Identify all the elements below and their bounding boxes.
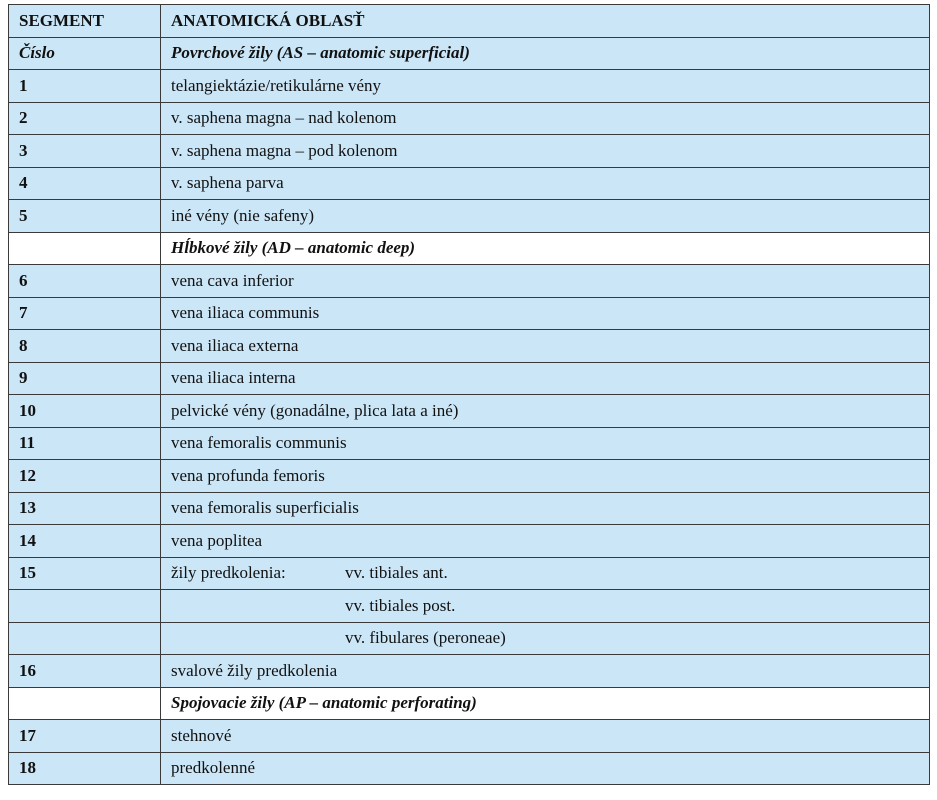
anatomic-area: predkolenné bbox=[161, 752, 930, 785]
anatomic-area: vena iliaca communis bbox=[161, 297, 930, 330]
table-row bbox=[9, 655, 930, 688]
section-title: Povrchové žily (AS – anatomic superficial) bbox=[161, 37, 930, 70]
anatomic-area: svalové žily predkolenia bbox=[161, 655, 930, 688]
table-row bbox=[9, 167, 930, 200]
anatomic-area: vena iliaca interna bbox=[161, 362, 930, 395]
segment-number: 8 bbox=[9, 330, 161, 363]
table-row bbox=[9, 395, 930, 428]
section-label bbox=[9, 232, 161, 265]
segment-number: 1 bbox=[9, 70, 161, 103]
section-label: Číslo bbox=[9, 37, 161, 70]
table-row bbox=[9, 590, 930, 623]
segment-number: 5 bbox=[9, 200, 161, 233]
anatomic-area: vena profunda femoris bbox=[161, 460, 930, 493]
anatomic-area: v. saphena magna – pod kolenom bbox=[161, 135, 930, 168]
table-row bbox=[9, 200, 930, 233]
segment-number: 12 bbox=[9, 460, 161, 493]
segment-number: 10 bbox=[9, 395, 161, 428]
table-row bbox=[9, 265, 930, 298]
anatomic-area bbox=[161, 557, 930, 590]
table-row bbox=[9, 362, 930, 395]
section-title: Spojovacie žily (AP – anatomic perforating) bbox=[161, 687, 930, 720]
section-row-superficial bbox=[9, 37, 930, 70]
segment-number: 7 bbox=[9, 297, 161, 330]
table-row bbox=[9, 297, 930, 330]
segment-number: 17 bbox=[9, 720, 161, 753]
segment-number: 13 bbox=[9, 492, 161, 525]
anatomic-area: v. saphena magna – nad kolenom bbox=[161, 102, 930, 135]
segment-number: 16 bbox=[9, 655, 161, 688]
table-row bbox=[9, 70, 930, 103]
table-header-row bbox=[9, 5, 930, 38]
segment-number: 18 bbox=[9, 752, 161, 785]
table-row bbox=[9, 460, 930, 493]
header-segment: SEGMENT bbox=[9, 5, 161, 38]
area-subitem: vv. tibiales ant. bbox=[345, 563, 448, 583]
table-row bbox=[9, 135, 930, 168]
segment-number: 14 bbox=[9, 525, 161, 558]
anatomic-area: iné vény (nie safeny) bbox=[161, 200, 930, 233]
area-subitem: vv. tibiales post. bbox=[345, 595, 456, 615]
table-row bbox=[9, 752, 930, 785]
section-title: Hĺbkové žily (AD – anatomic deep) bbox=[161, 232, 930, 265]
segment-number: 4 bbox=[9, 167, 161, 200]
section-row-deep bbox=[9, 232, 930, 265]
anatomic-area: vena femoralis communis bbox=[161, 427, 930, 460]
anatomic-area bbox=[161, 590, 930, 623]
segment-number: 9 bbox=[9, 362, 161, 395]
segment-number: 2 bbox=[9, 102, 161, 135]
table-row bbox=[9, 102, 930, 135]
anatomic-area: v. saphena parva bbox=[161, 167, 930, 200]
table-row bbox=[9, 427, 930, 460]
anatomic-area: vena cava inferior bbox=[161, 265, 930, 298]
anatomic-area: stehnové bbox=[161, 720, 930, 753]
anatomic-area bbox=[161, 622, 930, 655]
anatomic-area: telangiektázie/retikulárne vény bbox=[161, 70, 930, 103]
section-row-perforating bbox=[9, 687, 930, 720]
anatomic-area: pelvické vény (gonadálne, plica lata a iné) bbox=[161, 395, 930, 428]
table-row bbox=[9, 622, 930, 655]
segment-number: 3 bbox=[9, 135, 161, 168]
section-label bbox=[9, 687, 161, 720]
anatomic-area: vena poplitea bbox=[161, 525, 930, 558]
anatomic-area: vena iliaca externa bbox=[161, 330, 930, 363]
area-label: žily predkolenia: bbox=[171, 563, 286, 583]
segment-number: 6 bbox=[9, 265, 161, 298]
segment-number bbox=[9, 622, 161, 655]
table-row bbox=[9, 330, 930, 363]
table-row bbox=[9, 557, 930, 590]
segment-number bbox=[9, 590, 161, 623]
segment-number: 11 bbox=[9, 427, 161, 460]
header-anatomic-area: ANATOMICKÁ OBLASŤ bbox=[161, 5, 930, 38]
table-row bbox=[9, 492, 930, 525]
segment-number: 15 bbox=[9, 557, 161, 590]
table-row bbox=[9, 525, 930, 558]
table-row bbox=[9, 720, 930, 753]
segment-table bbox=[8, 4, 930, 785]
area-subitem: vv. fibulares (peroneae) bbox=[345, 628, 506, 648]
anatomic-area: vena femoralis superficialis bbox=[161, 492, 930, 525]
